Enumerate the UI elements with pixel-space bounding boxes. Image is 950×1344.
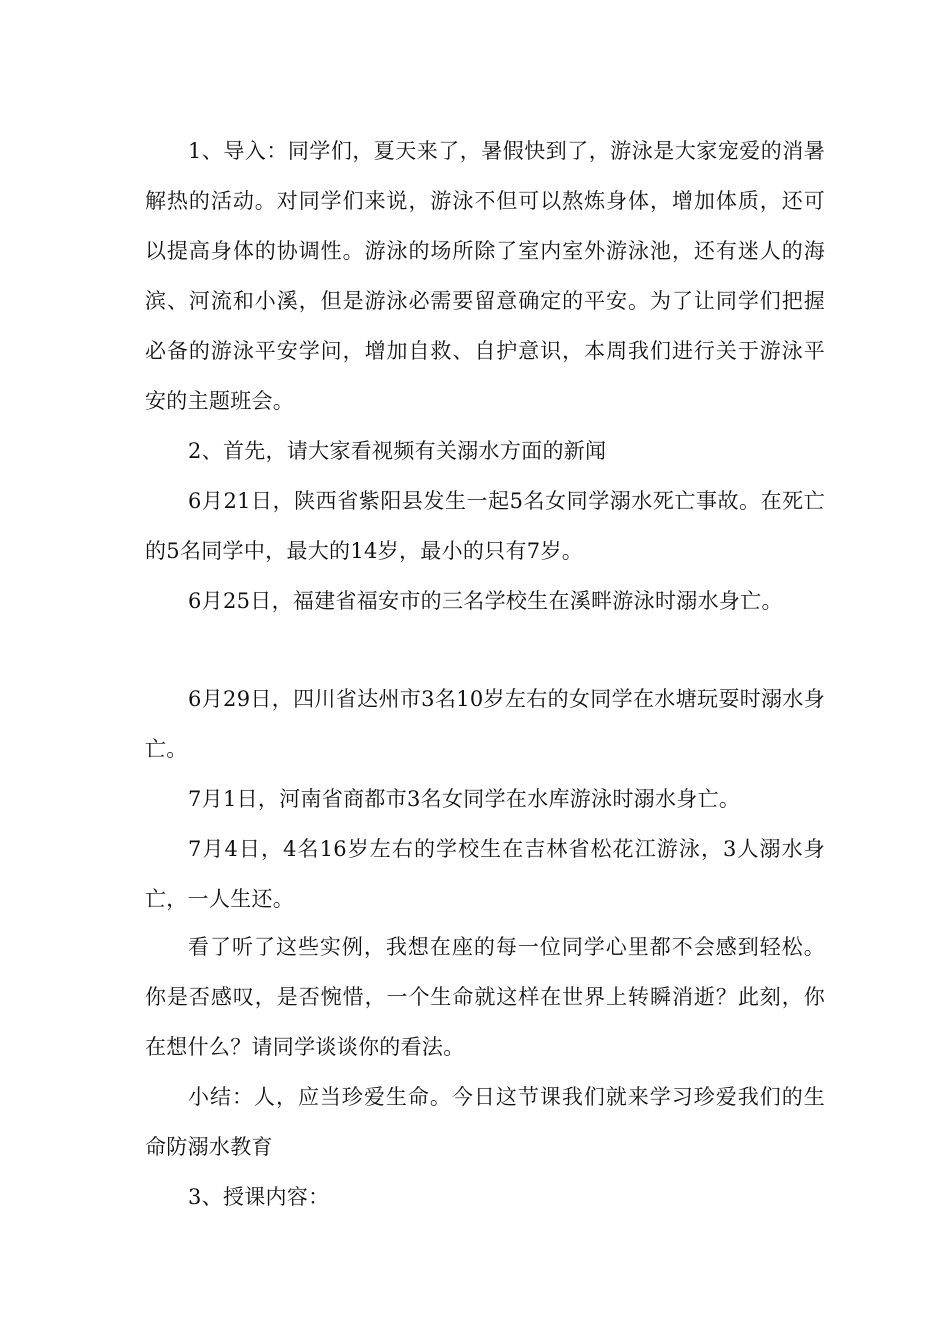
paragraph-news-0704: 7月4日，4名16岁左右的学校生在吉林省松花江游泳，3人溺水身亡，一人生还。 <box>145 837 825 911</box>
paragraph-news-0625: 6月25日，福建省福安市的三名学校生在溪畔游泳时溺水身亡。 <box>188 589 783 613</box>
paragraph-news-0629: 6月29日，四川省达州市3名10岁左右的女同学在水塘玩耍时溺水身亡。 <box>145 687 825 761</box>
paragraph-news-heading: 2、首先，请大家看视频有关溺水方面的新闻 <box>188 439 607 463</box>
paragraph-intro: 1、导入：同学们，夏天来了，暑假快到了，游泳是大家宠爱的消暑解热的活动。对同学们来说，游泳不但可以熬炼身体，增加体质，还可以提高身体的协调性。游泳的场所除了室内室外游泳池，还有迷人的海滨、河流和小溪，但是游泳必需要留意确定的平安。为了让同学们把握必备的游泳平安学问，增加自救、自护意识，本周我们进行关于游泳平安的主题班会。 <box>145 139 825 413</box>
paragraph-reflection: 看了听了这些实例，我想在座的每一位同学心里都不会感到轻松。你是否感叹，是否惋惜，一个生命就这样在世界上转瞬消逝？此刻，你在想什么？请同学谈谈你的看法。 <box>145 935 825 1059</box>
paragraph-news-0701: 7月1日，河南省商都市3名女同学在水库游泳时溺水身亡。 <box>188 787 741 811</box>
paragraph-section-3: 3、授课内容： <box>188 1185 330 1209</box>
paragraph-summary: 小结：人，应当珍爱生命。今日这节课我们就来学习珍爱我们的生命防溺水教育 <box>145 1085 825 1159</box>
paragraph-news-0621: 6月21日，陕西省紫阳县发生一起5名女同学溺水死亡事故。在死亡的5名同学中，最大的14岁，最小的只有7岁。 <box>145 489 825 563</box>
